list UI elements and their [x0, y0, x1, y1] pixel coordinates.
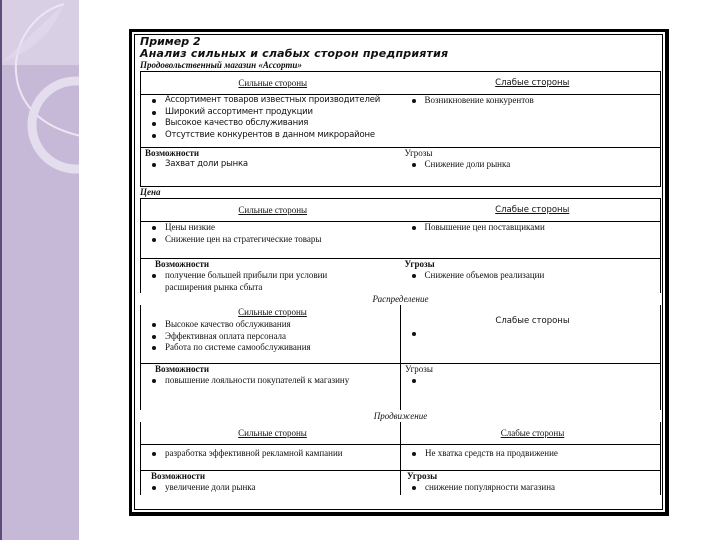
threats-cell [401, 364, 661, 411]
strengths-cell [141, 305, 401, 364]
weaknesses-list [405, 448, 660, 460]
opportunities-cell [141, 148, 401, 187]
opportunities-label: Возможности [145, 148, 200, 158]
strengths-list [145, 95, 401, 141]
document-title: Анализ сильных и слабых сторон предприятия [140, 47, 449, 60]
list-item: увеличение доли рынка [145, 482, 400, 494]
strengths-header: Сильные стороны [238, 204, 308, 215]
opportunities-cell [141, 471, 401, 496]
strengths-header-cell [141, 199, 401, 222]
opportunities-list [145, 159, 401, 171]
strengths-list [145, 448, 400, 460]
strengths-header: Сильные стороны [238, 77, 308, 88]
weaknesses-header-cell [401, 199, 661, 222]
weaknesses-header: Слабые стороны [495, 205, 570, 215]
list-item: повышение лояльности покупателей к магазину [145, 375, 400, 387]
list-item: Захват доли рынка [145, 159, 401, 171]
weaknesses-cell [401, 222, 661, 259]
weaknesses-cell [401, 95, 661, 148]
list-item: Высокое качество обслуживания [145, 118, 401, 130]
list-item: Не хватка средств на продвижение [405, 448, 660, 460]
opportunities-list [145, 482, 400, 494]
strengths-cell [141, 95, 401, 148]
list-item: Широкий ассортимент продукции [145, 107, 401, 119]
list-item: Снижение доли рынка [405, 159, 661, 171]
threats-list [405, 270, 661, 282]
section-title-distribution: Распределение [372, 294, 429, 304]
list-item: Ассортимент товаров известных производителей [145, 95, 401, 107]
list-item: Отсутствие конкурентов в данном микрорайоне [145, 130, 401, 142]
list-item: Работа по системе самообслуживания [145, 342, 400, 354]
weaknesses-header: Слабые стороны [495, 316, 570, 326]
strengths-list [145, 319, 400, 354]
strengths-header-cell [141, 72, 401, 95]
slide-decoration-sidebar [0, 0, 79, 540]
opportunities-label: Возможности [151, 471, 206, 481]
weaknesses-header-cell [401, 72, 661, 95]
opportunities-label: Возможности [155, 364, 210, 374]
swot-table-price [140, 198, 661, 293]
list-item: Снижение цен на стратегические товары [145, 234, 401, 246]
list-item: разработка эффективной рекламной кампании [145, 448, 400, 460]
decorative-rings-icon [2, 0, 79, 540]
section-title-price: Цена [140, 187, 161, 197]
strengths-header: Сильные стороны [238, 307, 307, 317]
strengths-cell [141, 222, 401, 259]
list-item: получение большей прибыли при условии расширения рынка сбыта [145, 270, 365, 293]
threats-list [405, 482, 660, 494]
threats-cell [401, 471, 661, 496]
threats-label: Угрозы [405, 364, 433, 374]
weaknesses-list [405, 222, 661, 234]
opportunities-cell [141, 259, 401, 294]
example-label: Пример 2 [140, 35, 201, 48]
threats-cell [401, 259, 661, 294]
weaknesses-cell [401, 305, 661, 364]
strengths-cell [141, 445, 401, 471]
weaknesses-header-cell [401, 422, 661, 445]
section-title-promotion: Продвижение [373, 411, 428, 421]
opportunities-list [145, 270, 401, 293]
list-item: Высокое качество обслуживания [145, 319, 400, 331]
list-item: Цены низкие [145, 222, 401, 234]
strengths-list [145, 222, 401, 245]
opportunities-label: Возможности [155, 259, 210, 269]
swot-table-general [140, 71, 661, 187]
list-item: Возникновение конкурентов [405, 95, 661, 107]
swot-table-distribution [140, 305, 661, 410]
threats-label: Угрозы [407, 471, 438, 481]
weaknesses-header: Слабые стороны [495, 78, 570, 88]
strengths-header: Сильные стороны [238, 427, 307, 438]
list-item: Эффективная оплата персонала [145, 331, 400, 343]
strengths-header-cell [141, 422, 401, 445]
threats-cell [401, 148, 661, 187]
threats-list [405, 159, 661, 171]
swot-table-promotion [140, 422, 661, 495]
document-frame [129, 29, 669, 516]
weaknesses-cell [401, 445, 661, 471]
threats-label: Угрозы [404, 259, 435, 269]
list-item: снижение популярности магазина [405, 482, 660, 494]
weaknesses-header: Слабые стороны [500, 427, 565, 438]
list-item: Повышение цен поставщиками [405, 222, 661, 234]
document-subtitle: Продовольственный магазин «Ассорти» [140, 60, 302, 70]
weaknesses-list [405, 95, 661, 107]
list-item: Снижение объемов реализации [405, 270, 661, 282]
opportunities-list [145, 375, 400, 387]
threats-label: Угрозы [404, 148, 433, 158]
document-content [140, 36, 661, 495]
opportunities-cell [141, 364, 401, 411]
